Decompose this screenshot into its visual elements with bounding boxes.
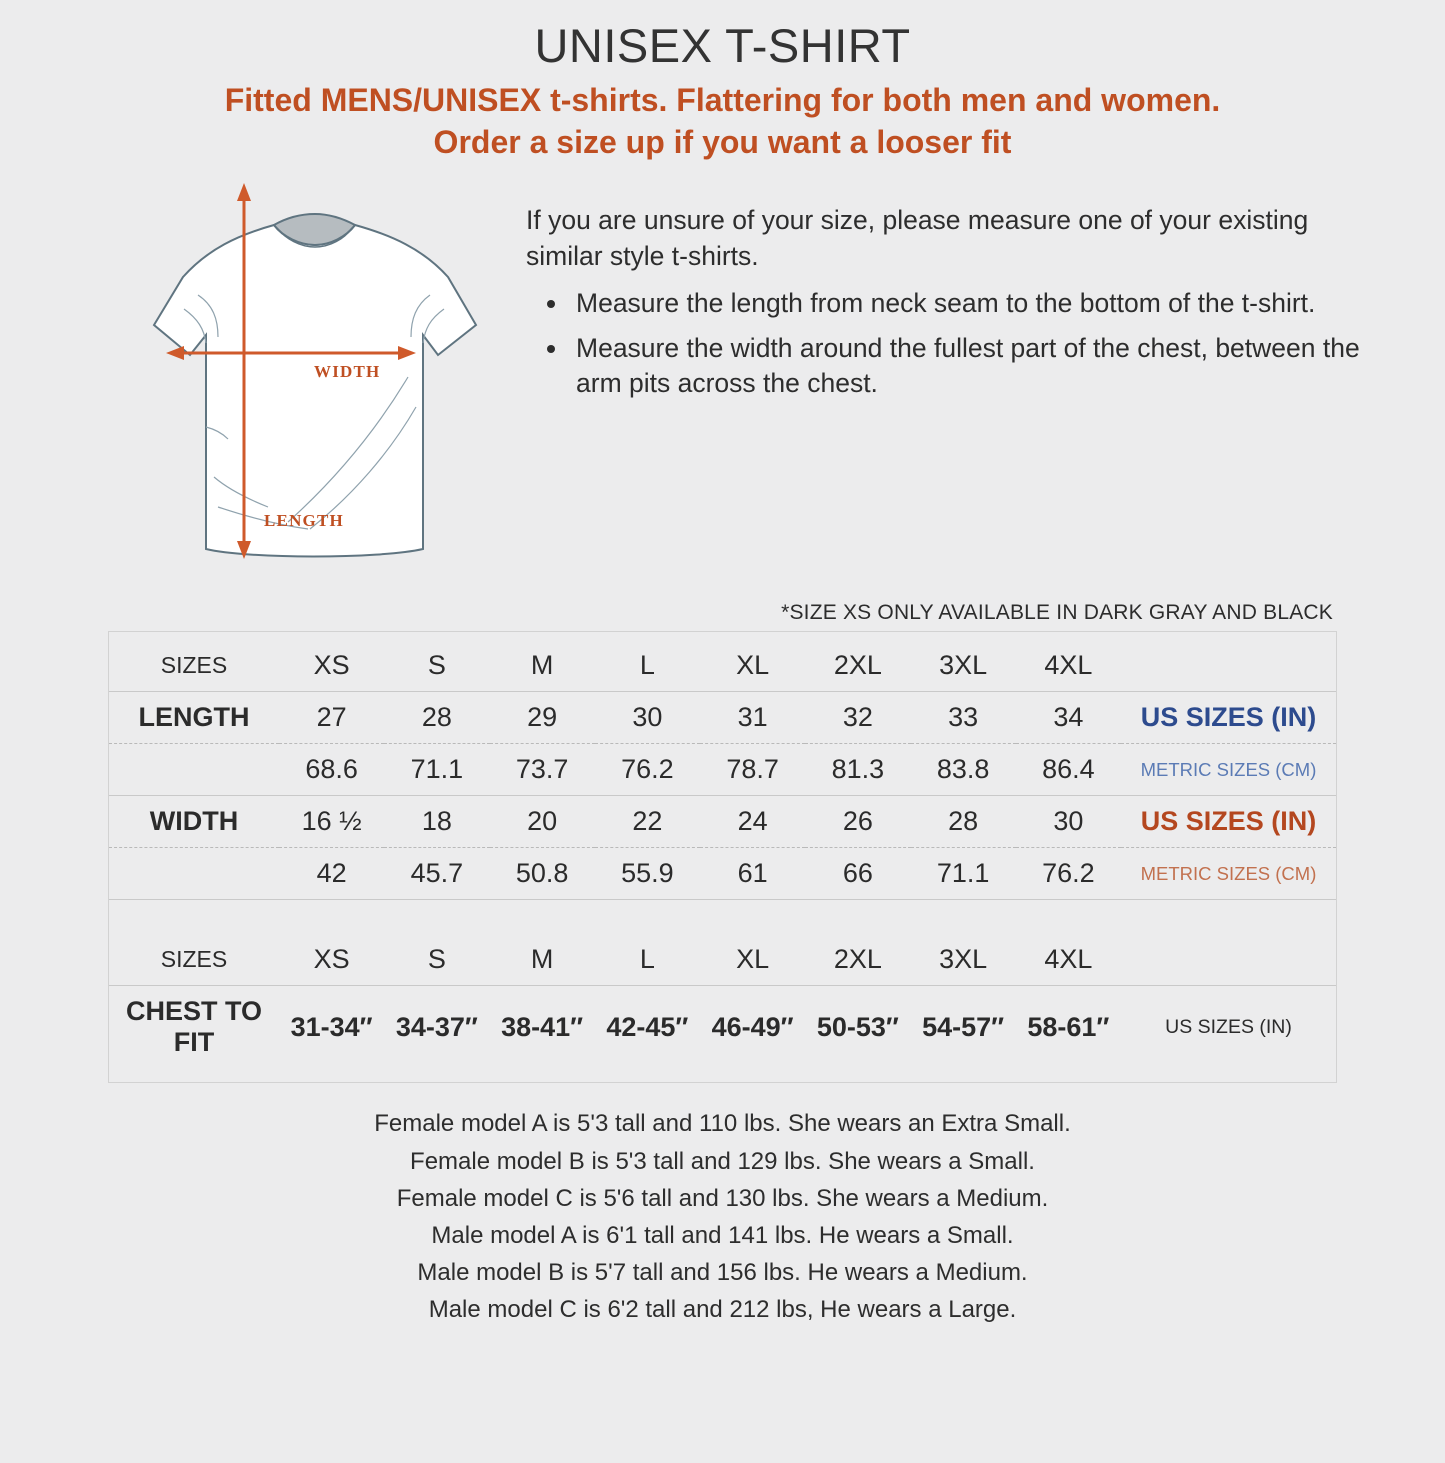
table-cell: 50.8 — [490, 848, 595, 900]
table-cell: 76.2 — [1016, 848, 1121, 900]
table-cell: 42-45″ — [606, 1011, 689, 1042]
table-cell: 27 — [279, 692, 384, 744]
row-unit-label: US SIZES (IN) — [1121, 692, 1336, 744]
subtitle-line-1: Fitted MENS/UNISEX t-shirts. Flattering for both men and women. — [224, 82, 1221, 118]
table-cell: 24 — [700, 796, 805, 848]
row-label — [109, 744, 279, 796]
row-unit-label: METRIC SIZES (CM) — [1121, 744, 1336, 796]
table-cell: 28 — [911, 796, 1016, 848]
table-cell: 34-37″ — [395, 1011, 478, 1042]
model-note-line: Male model C is 6'2 tall and 212 lbs, He wears a Large. — [428, 1296, 1017, 1324]
table-header-unit — [1121, 640, 1336, 692]
table-row — [109, 744, 1336, 796]
table-header-label-2: SIZES — [109, 934, 279, 986]
model-note-line: Female model B is 5'3 tall and 129 lbs. She wears a Small. — [410, 1147, 1035, 1175]
table-cell: 68.6 — [279, 744, 384, 796]
table-row — [109, 640, 1336, 692]
table-cell: 58-61″ — [1027, 1011, 1110, 1042]
table-cell: 71.1 — [911, 848, 1016, 900]
length-dimension-label: LENGTH — [264, 511, 344, 531]
table-cell: 18 — [384, 796, 489, 848]
table-cell: 78.7 — [700, 744, 805, 796]
table-cell: 30 — [595, 692, 700, 744]
subtitle-line-2: Order a size up if you want a looser fit — [433, 124, 1012, 161]
row-unit-label: US SIZES (IN) — [1121, 796, 1336, 848]
table-row — [109, 934, 1336, 986]
instructions-column — [508, 177, 1387, 411]
table-cell: 38-41″ — [501, 1011, 584, 1042]
table-cell: 61 — [700, 848, 805, 900]
table-header-cell: 4XL — [1016, 640, 1121, 692]
table-cell: 86.4 — [1016, 744, 1121, 796]
table-cell: 20 — [490, 796, 595, 848]
model-note-line: Male model B is 5'7 tall and 156 lbs. He wears a Medium. — [417, 1259, 1028, 1287]
row-label-chest-to-fit: CHEST TO FIT — [125, 996, 262, 1058]
table-cell: 31-34″ — [290, 1011, 373, 1042]
top-section — [0, 177, 1445, 587]
table-header-cell: S — [384, 640, 489, 692]
table-header-cell: 2XL — [805, 934, 910, 986]
size-chart-page — [0, 18, 1445, 1463]
model-notes — [0, 1105, 1445, 1328]
table-header-cell: L — [595, 640, 700, 692]
table-cell: 83.8 — [911, 744, 1016, 796]
table-cell: 71.1 — [384, 744, 489, 796]
table-cell: 45.7 — [384, 848, 489, 900]
table-header-unit-2 — [1121, 934, 1336, 986]
table-cell: 76.2 — [595, 744, 700, 796]
table-row — [109, 796, 1336, 848]
table-header-cell: XL — [700, 640, 805, 692]
table-header-cell: 4XL — [1016, 934, 1121, 986]
row-unit-label: US SIZES (IN) — [1165, 1015, 1292, 1038]
table-cell: 33 — [911, 692, 1016, 744]
table-cell: 26 — [805, 796, 910, 848]
table-row — [109, 848, 1336, 900]
table-cell: 81.3 — [805, 744, 910, 796]
model-note-line: Male model A is 6'1 tall and 141 lbs. He wears a Small. — [431, 1222, 1014, 1250]
table-cell: 30 — [1016, 796, 1121, 848]
table-header-label: SIZES — [109, 640, 279, 692]
table-header-cell: M — [490, 640, 595, 692]
instructions-intro: If you are unsure of your size, please measure one of your existing similar style t-shirts. — [526, 205, 1309, 271]
table-cell: 42 — [279, 848, 384, 900]
row-label-width: WIDTH — [109, 796, 279, 848]
availability-note: *SIZE XS ONLY AVAILABLE IN DARK GRAY AND BLACK — [781, 601, 1333, 625]
table-cell: 66 — [805, 848, 910, 900]
tshirt-diagram — [78, 177, 508, 587]
table-cell: 16 ½ — [279, 796, 384, 848]
model-note-line: Female model C is 5'6 tall and 130 lbs. She wears a Medium. — [396, 1184, 1049, 1212]
row-unit-label: METRIC SIZES (CM) — [1121, 848, 1336, 900]
table-header-cell: S — [384, 934, 489, 986]
table-header-cell: XS — [279, 934, 384, 986]
table-cell: 50-53″ — [816, 1011, 899, 1042]
table-cell: 73.7 — [490, 744, 595, 796]
tshirt-illustration — [78, 177, 508, 587]
page-title: UNISEX T-SHIRT — [534, 19, 911, 72]
table-header-cell: M — [490, 934, 595, 986]
list-item: • Measure the width around the fullest part of the chest, between the arm pits across the chest. — [570, 331, 1387, 401]
table-cell: 29 — [490, 692, 595, 744]
size-table — [108, 631, 1337, 1083]
model-note-line: Female model A is 5'3 tall and 110 lbs. She wears an Extra Small. — [374, 1110, 1071, 1138]
row-label — [109, 848, 279, 900]
table-cell: 31 — [700, 692, 805, 744]
row-label-length: LENGTH — [109, 692, 279, 744]
table-spacer — [109, 900, 1336, 935]
instructions-list — [526, 286, 1387, 402]
table-cell: 46-49″ — [711, 1011, 794, 1042]
table-header-cell: 2XL — [805, 640, 910, 692]
table-header-cell: XS — [279, 640, 384, 692]
table-header-cell: XL — [700, 934, 805, 986]
table-cell: 34 — [1016, 692, 1121, 744]
width-dimension-label: WIDTH — [314, 362, 381, 382]
table-row — [109, 986, 1336, 1069]
table-cell: 54-57″ — [922, 1011, 1005, 1042]
page-subtitle — [70, 79, 1375, 163]
table-header-cell: 3XL — [911, 640, 1016, 692]
list-item: • Measure the length from neck seam to the bottom of the t-shirt. — [570, 286, 1387, 321]
table-header-cell: L — [595, 934, 700, 986]
table-cell: 22 — [595, 796, 700, 848]
table-cell: 28 — [384, 692, 489, 744]
table-header-cell: 3XL — [911, 934, 1016, 986]
table-cell: 55.9 — [595, 848, 700, 900]
table-row — [109, 692, 1336, 744]
table-cell: 32 — [805, 692, 910, 744]
